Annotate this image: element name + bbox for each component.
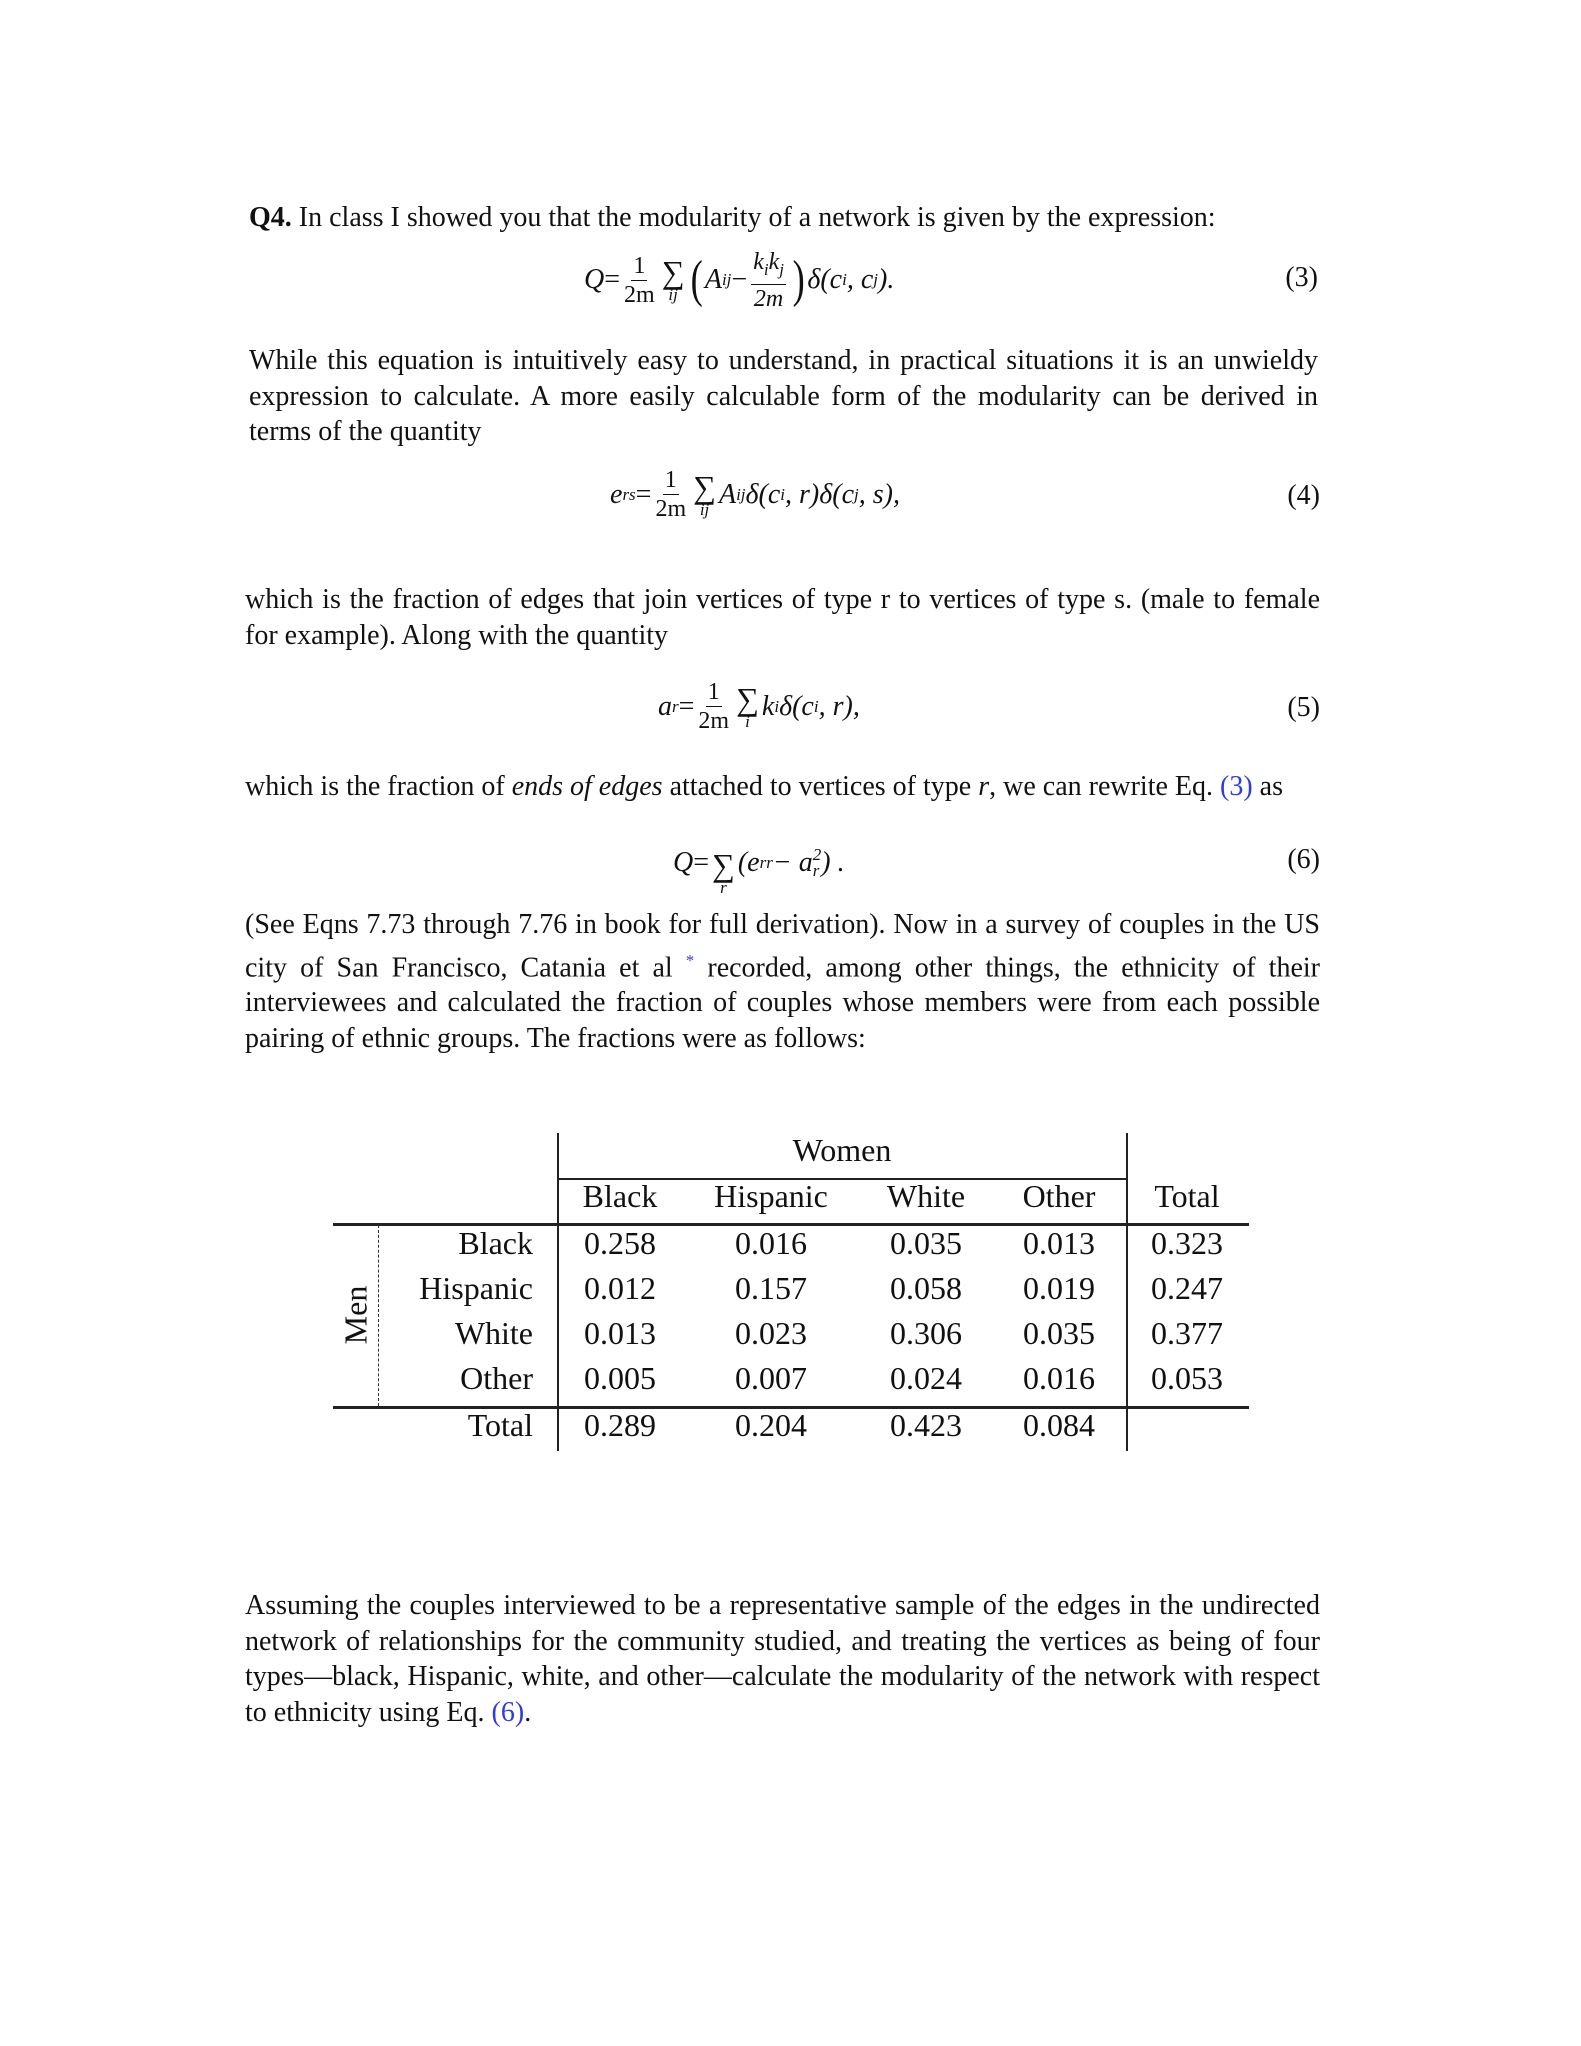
table-cell: 0.289 [584,1407,656,1443]
text: recorded, among other things, the ethnicity of their interviewees and calculated the fraction of couples whose members were from each possible pairing of ethnic groups. The fractions were as follows: [245,951,1320,1054]
footnote-link[interactable]: * [685,950,695,970]
paren: ( [690,251,703,309]
sum-index: ij [668,285,678,305]
eq-subscript: i [774,696,780,716]
eq-symbol: ). [878,264,895,296]
table-cell: 0.024 [890,1360,962,1396]
eq-symbol: = [678,690,695,722]
eq-subscript: j [779,259,784,279]
table-cell: 0.023 [735,1315,807,1351]
table-cell: 0.247 [1151,1270,1223,1306]
row-header: Black [458,1225,533,1261]
text: which is the fraction of [245,771,512,802]
fraction [698,678,729,735]
eq-symbol: , r)δ(c [785,478,855,510]
eq-symbol: − [731,264,748,296]
denominator: 2m [698,708,730,734]
equation-4 [245,466,1320,536]
equation-number: (4) [1287,480,1320,511]
table-cell: 0.016 [1023,1360,1095,1396]
row-header: Total [467,1407,533,1443]
text: , we can rewrite Eq. [989,771,1221,802]
paragraph-4 [245,907,1320,1056]
row-header: White [454,1315,533,1351]
table-cell: 0.053 [1151,1360,1223,1396]
eq-symbol: A [718,478,737,510]
eq-subscript: j [873,270,878,290]
table-cell: 0.013 [1023,1225,1095,1261]
eq-symbol: = [693,847,710,878]
denominator: 2m [753,285,784,312]
table-cell: 0.258 [584,1225,656,1261]
eq-superscript: 2 [812,845,822,864]
eq-symbol: e [610,478,623,510]
table-cell: 0.306 [890,1315,962,1351]
sum-symbol: ∑ [661,254,685,291]
table-cell: 0.013 [584,1315,656,1351]
eq-subscript: ij [721,270,732,290]
eq-subscript: i [763,259,769,279]
numerator: 1 [633,252,646,279]
table-cell: 0.012 [584,1270,656,1306]
row-group-header: Men [337,1285,374,1345]
eq-symbol: δ(c [807,264,843,296]
table-cell: 0.204 [735,1407,807,1443]
eq-symbol: A [704,264,722,296]
column-header: White [886,1178,966,1214]
table-cell: 0.423 [890,1407,962,1443]
text: attached to vertices of type [662,771,979,802]
table-cell: 0.016 [735,1225,807,1261]
text: Assuming the couples interviewed to be a representative sample of the edges in the undirected network of relationships for the community studied, and treating the vertices as being of four types—black, Hispanic, white, and other—calculate the modularity of the network with respect to ethnicity using Eq. [245,1590,1320,1728]
sum-index: i [745,711,750,731]
eq-subscript: ij [736,484,746,504]
sum-index: r [720,878,727,897]
eq-symbol: Q [673,847,694,878]
question-label: Q4. [249,202,292,233]
paragraph-2: which is the fraction of edges that join vertices of type r to vertices of type s. (male to female for example). Along with the quantity [245,584,1320,651]
summation [661,254,685,305]
fraction: $\frac{k_ik_j}{2m}$ [753,249,784,312]
column-header: Black [582,1178,658,1214]
sum-symbol: ∑ [693,468,716,505]
table-divider [378,1225,379,1406]
table-divider [557,1133,559,1451]
sum-index: ij [699,499,710,519]
eq-subscript: r [812,861,820,880]
row-header: Hispanic [419,1270,533,1306]
equation-number: (6) [1287,844,1320,875]
eq-symbol: , s), [858,478,900,510]
table-cell: 0.019 [1023,1270,1095,1306]
equation-ref-link[interactable]: (6) [491,1696,525,1728]
eq-symbol: a [658,690,672,722]
row-header: Other [460,1360,533,1396]
equation-5 [245,678,1320,748]
equation-number: (3) [1285,262,1318,293]
table-cell: 0.377 [1151,1315,1223,1351]
eq-symbol: ) . [821,847,845,878]
eq-symbol: − a [772,847,813,878]
eq-subscript: j [854,484,859,504]
summation [693,468,716,519]
sum-symbol: ∑ [736,680,759,717]
table-cell: 0.058 [890,1270,962,1306]
denominator: 2m [624,281,655,308]
equation-number: (5) [1287,692,1320,723]
table-cell: 0.035 [890,1225,962,1261]
text: . [524,1696,532,1728]
numerator: 1 [707,679,720,705]
equation-3 [249,248,1318,318]
emphasis: ends of edges [511,771,663,802]
eq-subscript: i [780,484,786,504]
eq-subscript: rs [622,484,636,504]
denominator: 2m [655,496,687,522]
eq-symbol: δ(c [745,478,781,510]
equation-6 [245,830,1320,900]
question-intro [249,200,1318,236]
eq-symbol: , c [846,264,874,296]
paren: ) [792,251,805,309]
summation [712,847,735,897]
table-cell: 0.084 [1023,1407,1095,1443]
equation-ref-link[interactable]: (3) [1220,771,1253,802]
math-var: r [978,771,990,802]
column-header: Other [1022,1178,1096,1214]
fraction [655,466,686,523]
eq-symbol: = [635,478,652,510]
table-divider [1126,1133,1128,1451]
eq-subscript: r [672,696,679,716]
eq-symbol: = [604,264,621,296]
eq-subscript: i [842,270,847,290]
table-cell: 0.035 [1023,1315,1095,1351]
eq-symbol: , r), [818,690,860,722]
column-header: Hispanic [714,1178,828,1214]
summation [736,680,759,731]
eq-symbol: (e [737,847,760,878]
table-cell: 0.323 [1151,1225,1223,1261]
numerator: 1 [664,467,677,493]
sum-symbol: ∑ [712,847,735,883]
eq-symbol: Q [584,264,605,296]
paragraph-3 [245,769,1320,805]
eq-subscript: rr [759,853,773,872]
eq-symbol: k [761,690,775,722]
table-cell: 0.157 [735,1270,807,1306]
text: (See Eqns 7.73 through 7.76 in book for full derivation). Now in a survey of couples in the US city of San Francisco, Catania et al [245,909,1320,983]
table-cell: 0.005 [584,1360,656,1396]
fraction [624,252,655,309]
text: as [1252,771,1283,802]
paragraph-5 [245,1588,1320,1730]
paragraph-1: While this equation is intuitively easy to understand, in practical situations it is an unwieldy expression to calculate. A more easily calculable form of the modularity can be derived in terms of the quantity [249,345,1318,447]
table-cell: 0.007 [735,1360,807,1396]
column-header: Total [1154,1178,1220,1214]
eq-subscript: i [813,696,819,716]
column-group-header: Women [792,1132,892,1168]
intro-text: In class I showed you that the modularity of a network is given by the expression: [291,202,1216,233]
eq-symbol: δ(c [779,690,814,722]
